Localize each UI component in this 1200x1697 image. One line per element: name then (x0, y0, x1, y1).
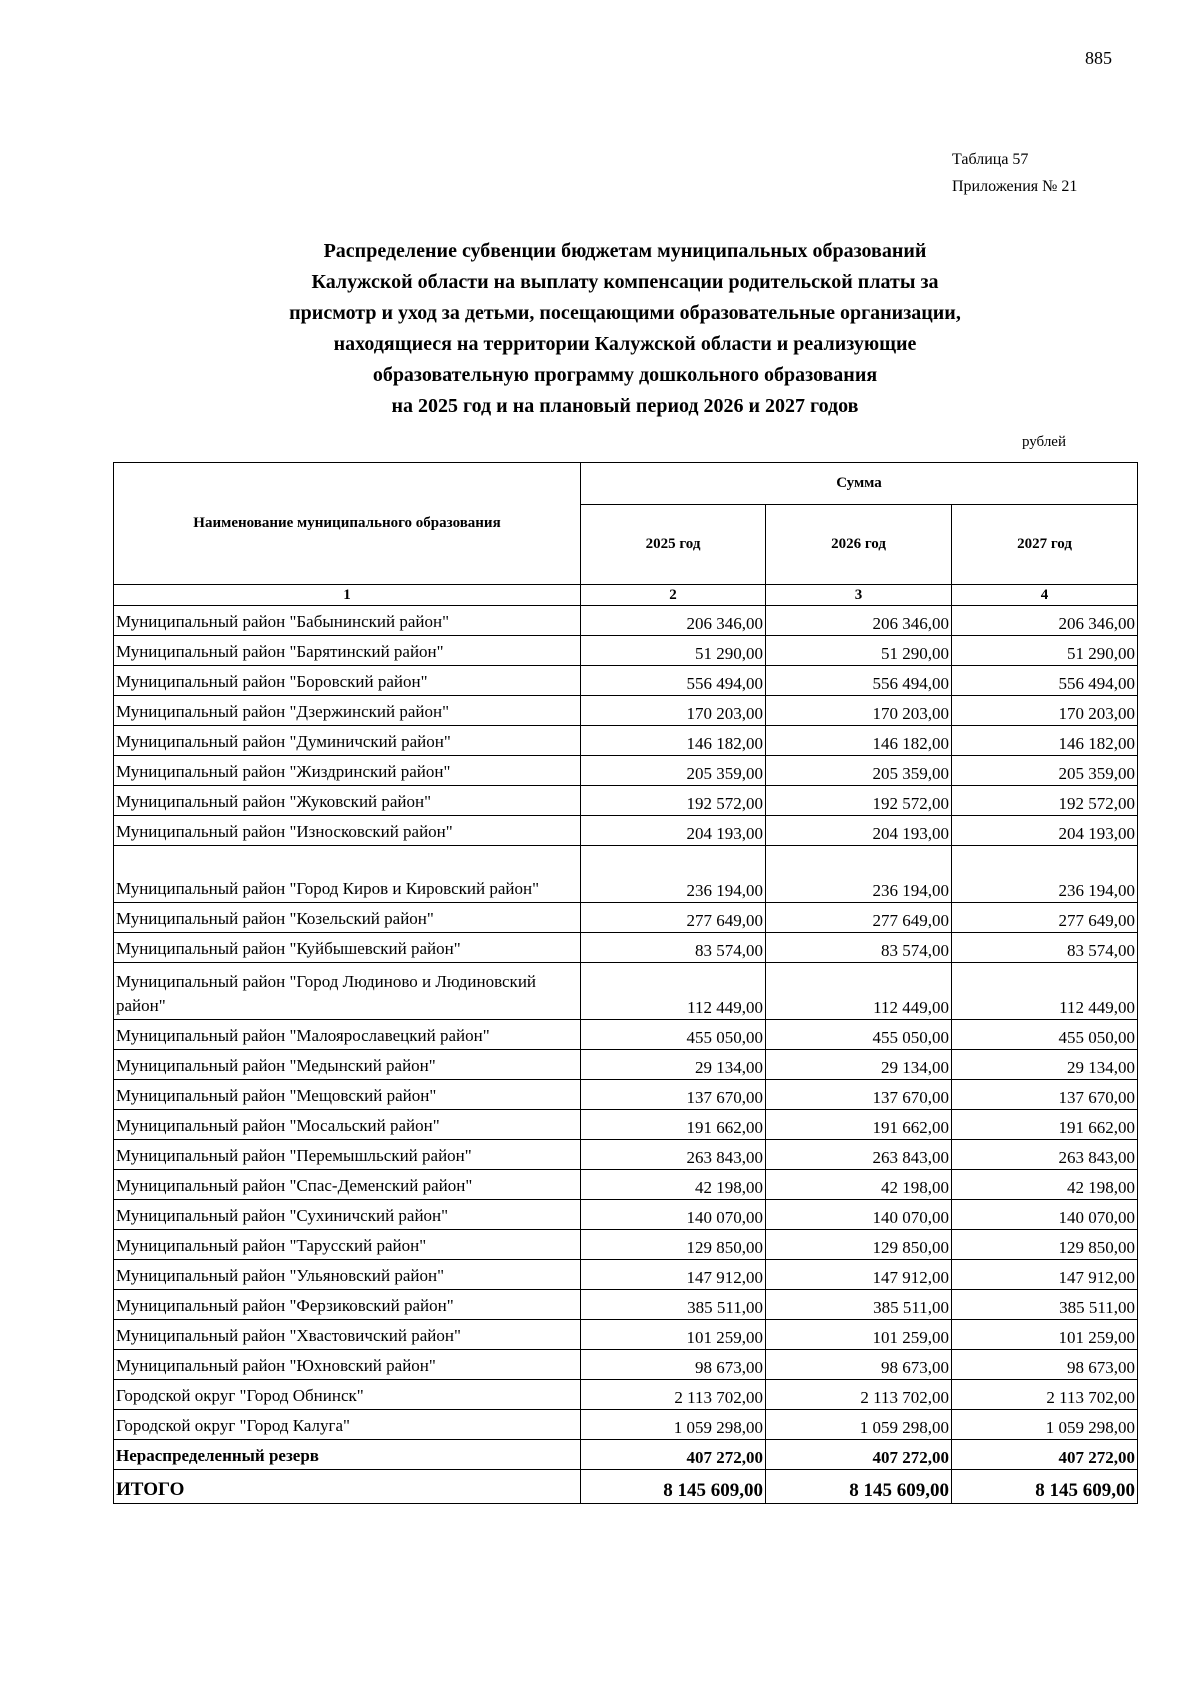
municipality-name: Муниципальный район "Медынский район" (114, 1050, 581, 1080)
table-row (114, 636, 1138, 666)
amount-2025: 146 182,00 (581, 726, 766, 756)
table-row (114, 963, 1138, 1020)
amount-2025: 42 198,00 (581, 1170, 766, 1200)
amount-2025: 192 572,00 (581, 786, 766, 816)
municipality-name: Муниципальный район "Сухиничский район" (114, 1200, 581, 1230)
amount-2027: 170 203,00 (952, 696, 1138, 726)
municipality-name: Городской округ "Город Обнинск" (114, 1380, 581, 1410)
amount-2026: 83 574,00 (766, 933, 952, 963)
amount-2026: 8 145 609,00 (766, 1470, 952, 1504)
column-number: 2 (581, 585, 766, 606)
amount-2027: 1 059 298,00 (952, 1410, 1138, 1440)
amount-2027: 146 182,00 (952, 726, 1138, 756)
amount-2027: 263 843,00 (952, 1140, 1138, 1170)
table-row (114, 1230, 1138, 1260)
table-row (114, 786, 1138, 816)
amount-2027: 385 511,00 (952, 1290, 1138, 1320)
municipality-name: Муниципальный район "Мосальский район" (114, 1110, 581, 1140)
page-number: 885 (1085, 48, 1112, 68)
amount-2026: 42 198,00 (766, 1170, 952, 1200)
amount-2027: 192 572,00 (952, 786, 1138, 816)
amount-2026: 385 511,00 (766, 1290, 952, 1320)
amount-2026: 98 673,00 (766, 1350, 952, 1380)
subvention-table (113, 462, 1138, 1504)
municipality-name: Муниципальный район "Мещовский район" (114, 1080, 581, 1110)
table-row (114, 1320, 1138, 1350)
amount-2025: 98 673,00 (581, 1350, 766, 1380)
amount-2026: 112 449,00 (766, 963, 952, 1020)
municipality-name: Муниципальный район "Город Людиново и Людиновский район" (114, 963, 581, 1020)
amount-2026: 140 070,00 (766, 1200, 952, 1230)
amount-2025: 191 662,00 (581, 1110, 766, 1140)
municipality-name: Муниципальный район "Спас-Деменский район" (114, 1170, 581, 1200)
title-line: Калужской области на выплату компенсации родительской платы за (311, 271, 939, 293)
municipality-name: Муниципальный район "Барятинский район" (114, 636, 581, 666)
amount-2026: 407 272,00 (766, 1440, 952, 1470)
amount-2027: 42 198,00 (952, 1170, 1138, 1200)
amount-2026: 556 494,00 (766, 666, 952, 696)
table-row (114, 606, 1138, 636)
table-body (114, 606, 1138, 1504)
table-row (114, 816, 1138, 846)
amount-2025: 137 670,00 (581, 1080, 766, 1110)
amount-2026: 1 059 298,00 (766, 1410, 952, 1440)
table-row (114, 1290, 1138, 1320)
amount-2026: 170 203,00 (766, 696, 952, 726)
amount-2027: 101 259,00 (952, 1320, 1138, 1350)
amount-2026: 277 649,00 (766, 903, 952, 933)
table-row (114, 666, 1138, 696)
amount-2027: 129 850,00 (952, 1230, 1138, 1260)
amount-2027: 29 134,00 (952, 1050, 1138, 1080)
amount-2026: 147 912,00 (766, 1260, 952, 1290)
amount-2027: 2 113 702,00 (952, 1380, 1138, 1410)
table-row (114, 1050, 1138, 1080)
amount-2025: 385 511,00 (581, 1290, 766, 1320)
table-row (114, 903, 1138, 933)
municipality-name: Муниципальный район "Износковский район" (114, 816, 581, 846)
table-annex-label (952, 146, 1077, 200)
amount-2027: 191 662,00 (952, 1110, 1138, 1140)
amount-2025: 1 059 298,00 (581, 1410, 766, 1440)
appendix-label: Приложения № 21 (952, 178, 1078, 195)
municipality-name: Муниципальный район "Малоярославецкий район" (114, 1020, 581, 1050)
amount-2025: 277 649,00 (581, 903, 766, 933)
amount-2026: 263 843,00 (766, 1140, 952, 1170)
amount-2025: 83 574,00 (581, 933, 766, 963)
amount-2025: 147 912,00 (581, 1260, 766, 1290)
amount-2027: 206 346,00 (952, 606, 1138, 636)
municipality-name: Муниципальный район "Хвастовичский район" (114, 1320, 581, 1350)
municipality-name: ИТОГО (114, 1470, 581, 1504)
amount-2025: 407 272,00 (581, 1440, 766, 1470)
municipality-name: Муниципальный район "Козельский район" (114, 903, 581, 933)
municipality-name: Муниципальный район "Город Киров и Кировский район" (114, 846, 581, 903)
amount-2027: 277 649,00 (952, 903, 1138, 933)
column-number: 1 (114, 585, 581, 606)
column-number: 3 (766, 585, 952, 606)
table-row (114, 1110, 1138, 1140)
municipality-name: Муниципальный район "Ульяновский район" (114, 1260, 581, 1290)
amount-2026: 29 134,00 (766, 1050, 952, 1080)
amount-2025: 101 259,00 (581, 1320, 766, 1350)
amount-2025: 170 203,00 (581, 696, 766, 726)
table-label: Таблица 57 (952, 151, 1029, 168)
municipality-name: Муниципальный район "Жуковский район" (114, 786, 581, 816)
amount-2027: 204 193,00 (952, 816, 1138, 846)
units-label: рублей (1021, 434, 1066, 450)
table-row (114, 1350, 1138, 1380)
table-row (114, 1020, 1138, 1050)
amount-2025: 556 494,00 (581, 666, 766, 696)
amount-2027: 98 673,00 (952, 1350, 1138, 1380)
municipality-name: Городской округ "Город Калуга" (114, 1410, 581, 1440)
header-year-2026: 2026 год (766, 505, 952, 585)
municipality-name: Муниципальный район "Юхновский район" (114, 1350, 581, 1380)
amount-2026: 236 194,00 (766, 846, 952, 903)
amount-2027: 407 272,00 (952, 1440, 1138, 1470)
amount-2027: 236 194,00 (952, 846, 1138, 903)
municipality-name: Муниципальный район "Бабынинский район" (114, 606, 581, 636)
amount-2027: 8 145 609,00 (952, 1470, 1138, 1504)
header-year-2025: 2025 год (581, 505, 766, 585)
municipality-name: Нераспределенный резерв (114, 1440, 581, 1470)
municipality-name: Муниципальный район "Перемышльский район" (114, 1140, 581, 1170)
amount-2025: 129 850,00 (581, 1230, 766, 1260)
municipality-name: Муниципальный район "Тарусский район" (114, 1230, 581, 1260)
amount-2025: 29 134,00 (581, 1050, 766, 1080)
table-row (114, 1410, 1138, 1440)
amount-2026: 455 050,00 (766, 1020, 952, 1050)
header-year-2027: 2027 год (952, 505, 1138, 585)
amount-2026: 137 670,00 (766, 1080, 952, 1110)
amount-2027: 137 670,00 (952, 1080, 1138, 1110)
amount-2027: 51 290,00 (952, 636, 1138, 666)
amount-2025: 205 359,00 (581, 756, 766, 786)
amount-2026: 191 662,00 (766, 1110, 952, 1140)
amount-2025: 206 346,00 (581, 606, 766, 636)
table-row (114, 846, 1138, 903)
amount-2025: 263 843,00 (581, 1140, 766, 1170)
amount-2027: 83 574,00 (952, 933, 1138, 963)
table-row (114, 1260, 1138, 1290)
title-line: образовательную программу дошкольного образования (372, 364, 878, 386)
amount-2025: 204 193,00 (581, 816, 766, 846)
municipality-name: Муниципальный район "Жиздринский район" (114, 756, 581, 786)
municipality-name: Муниципальный район "Ферзиковский район" (114, 1290, 581, 1320)
title-line: Распределение субвенции бюджетам муниципальных образований (323, 240, 927, 262)
table-row (114, 1140, 1138, 1170)
municipality-name: Муниципальный район "Боровский район" (114, 666, 581, 696)
amount-2025: 51 290,00 (581, 636, 766, 666)
amount-2026: 129 850,00 (766, 1230, 952, 1260)
amount-2026: 205 359,00 (766, 756, 952, 786)
table-row (114, 726, 1138, 756)
amount-2027: 140 070,00 (952, 1200, 1138, 1230)
amount-2027: 455 050,00 (952, 1020, 1138, 1050)
table-row (114, 756, 1138, 786)
amount-2025: 140 070,00 (581, 1200, 766, 1230)
amount-2027: 147 912,00 (952, 1260, 1138, 1290)
amount-2025: 2 113 702,00 (581, 1380, 766, 1410)
table-row (114, 1080, 1138, 1110)
amount-2025: 236 194,00 (581, 846, 766, 903)
municipality-name: Муниципальный район "Куйбышевский район" (114, 933, 581, 963)
column-number: 4 (952, 585, 1138, 606)
amount-2026: 51 290,00 (766, 636, 952, 666)
municipality-name: Муниципальный район "Дзержинский район" (114, 696, 581, 726)
title-line: присмотр и уход за детьми, посещающими образовательные организации, (289, 302, 961, 324)
header-name: Наименование муниципального образования (114, 463, 581, 585)
table-row (114, 933, 1138, 963)
document-title (180, 236, 1070, 422)
header-sum: Сумма (581, 463, 1138, 505)
table-row (114, 1380, 1138, 1410)
table-row (114, 696, 1138, 726)
amount-2026: 2 113 702,00 (766, 1380, 952, 1410)
amount-2026: 206 346,00 (766, 606, 952, 636)
table-row (114, 1200, 1138, 1230)
amount-2027: 556 494,00 (952, 666, 1138, 696)
amount-2025: 8 145 609,00 (581, 1470, 766, 1504)
amount-2027: 205 359,00 (952, 756, 1138, 786)
municipality-name: Муниципальный район "Думиничский район" (114, 726, 581, 756)
amount-2025: 112 449,00 (581, 963, 766, 1020)
title-line: на 2025 год и на плановый период 2026 и 2027 годов (391, 395, 859, 417)
table-row (114, 1170, 1138, 1200)
title-line: находящиеся на территории Калужской области и реализующие (333, 333, 917, 355)
table-row (114, 1440, 1138, 1470)
amount-2026: 146 182,00 (766, 726, 952, 756)
amount-2025: 455 050,00 (581, 1020, 766, 1050)
amount-2026: 101 259,00 (766, 1320, 952, 1350)
total-row (114, 1470, 1138, 1504)
amount-2027: 112 449,00 (952, 963, 1138, 1020)
amount-2026: 204 193,00 (766, 816, 952, 846)
amount-2026: 192 572,00 (766, 786, 952, 816)
